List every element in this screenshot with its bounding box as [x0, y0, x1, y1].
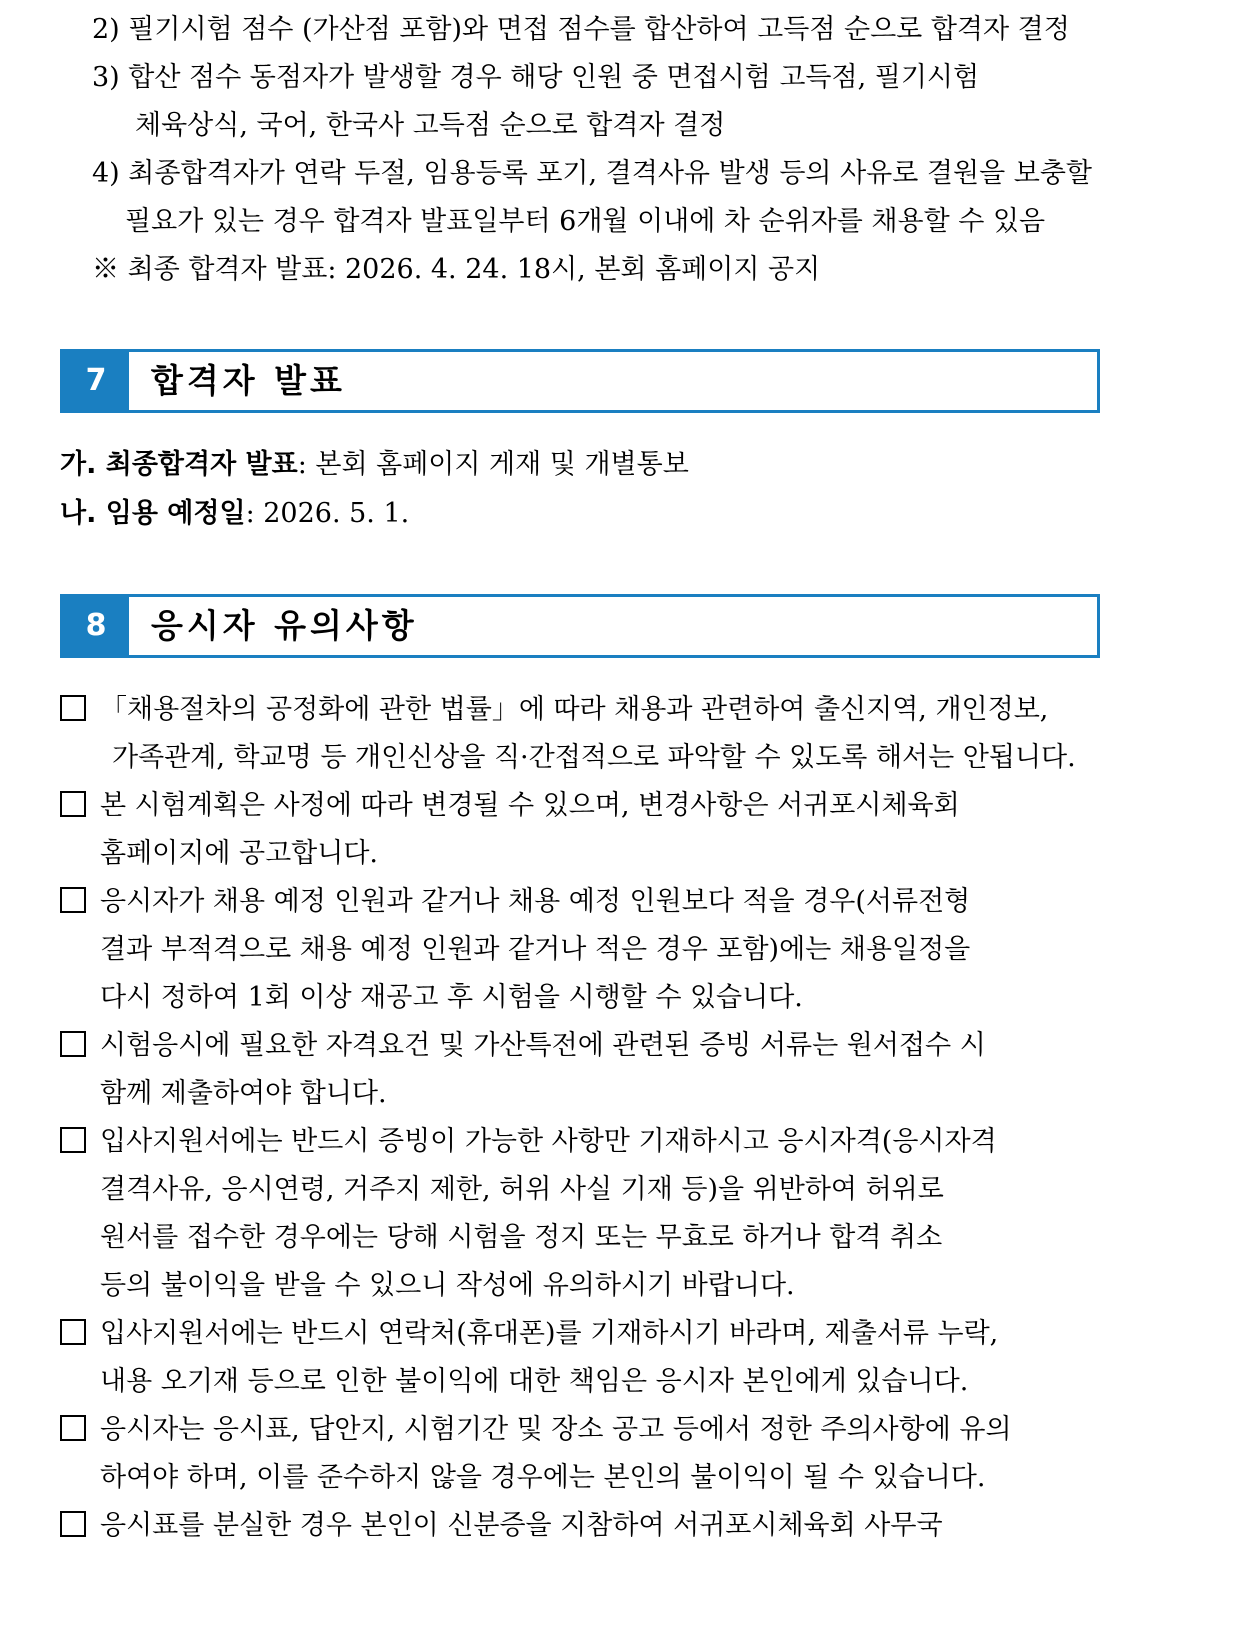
checkbox-icon	[60, 887, 86, 913]
notice-1-cont: 가족관계, 학교명 등 개인신상을 직·간접적으로 파악할 수 있도록 해서는 안됩니다.	[112, 742, 1076, 773]
section-number: 8	[63, 597, 129, 655]
notice-3: 응시자가 채용 예정 인원과 같거나 채용 예정 인원보다 적을 경우(서류전형	[60, 884, 970, 920]
checkbox-icon	[60, 695, 86, 721]
notice-3-cont-1: 결과 부적격으로 채용 예정 인원과 같거나 적은 경우 포함)에는 채용일정을	[100, 934, 971, 965]
item-label: 나. 임용 예정일	[60, 498, 246, 529]
criteria-item-4-cont: 필요가 있는 경우 합격자 발표일부터 6개월 이내에 차 순위자를 채용할 수 있음	[125, 206, 1046, 237]
checkbox-icon	[60, 1127, 86, 1153]
notice-2-cont: 홈페이지에 공고합니다.	[100, 838, 378, 869]
notice-4: 시험응시에 필요한 자격요건 및 가산특전에 관련된 증빙 서류는 원서접수 시	[60, 1028, 986, 1064]
section-title: 응시자 유의사항	[151, 606, 418, 645]
notice-7-cont: 하여야 하며, 이를 준수하지 않을 경우에는 본인의 불이익이 될 수 있습니다.	[100, 1462, 986, 1493]
checkbox-icon	[60, 1511, 86, 1537]
section-number: 7	[63, 352, 129, 410]
notice-3-cont-2: 다시 정하여 1회 이상 재공고 후 시험을 시행할 수 있습니다.	[100, 982, 803, 1013]
checkbox-icon	[60, 791, 86, 817]
checkbox-icon	[60, 1319, 86, 1345]
notice-6: 입사지원서에는 반드시 연락처(휴대폰)를 기재하시기 바라며, 제출서류 누락,	[60, 1316, 998, 1352]
section-7-item-a	[60, 447, 689, 483]
checkbox-icon	[60, 1415, 86, 1441]
item-value: : 본회 홈페이지 게재 및 개별통보	[297, 449, 689, 480]
criteria-item-3: 3) 합산 점수 동점자가 발생할 경우 해당 인원 중 면접시험 고득점, 필기시험	[92, 62, 980, 93]
section-8-header	[60, 594, 1100, 658]
checkbox-icon	[60, 1031, 86, 1057]
item-label: 가. 최종합격자 발표	[60, 449, 298, 480]
notice-8: 응시표를 분실한 경우 본인이 신분증을 지참하여 서귀포시체육회 사무국	[60, 1508, 943, 1544]
notice-5-cont-2: 원서를 접수한 경우에는 당해 시험을 정지 또는 무효로 하거나 합격 취소	[100, 1222, 943, 1253]
item-value: : 2026. 5. 1.	[245, 498, 410, 529]
notice-6-cont: 내용 오기재 등으로 인한 불이익에 대한 책임은 응시자 본인에게 있습니다.	[100, 1366, 969, 1397]
section-7-header	[60, 349, 1100, 413]
notice-2: 본 시험계획은 사정에 따라 변경될 수 있으며, 변경사항은 서귀포시체육회	[60, 788, 960, 824]
notice-5: 입사지원서에는 반드시 증빙이 가능한 사항만 기재하시고 응시자격(응시자격	[60, 1124, 997, 1160]
notice-5-cont-1: 결격사유, 응시연령, 거주지 제한, 허위 사실 기재 등)을 위반하여 허위로	[100, 1174, 944, 1205]
notice-4-cont: 함께 제출하여야 합니다.	[100, 1078, 387, 1109]
notice-7: 응시자는 응시표, 답안지, 시험기간 및 장소 공고 등에서 정한 주의사항에 유의	[60, 1412, 1012, 1448]
notice-1: 「채용절차의 공정화에 관한 법률」에 따라 채용과 관련하여 출신지역, 개인정보,	[60, 692, 1048, 728]
criteria-item-4: 4) 최종합격자가 연락 두절, 임용등록 포기, 결격사유 발생 등의 사유로 결원을 보충할	[92, 158, 1092, 189]
criteria-item-2: 2) 필기시험 점수 (가산점 포함)와 면접 점수를 합산하여 고득점 순으로 합격자 결정	[92, 14, 1070, 45]
section-7-item-b	[60, 496, 409, 532]
criteria-item-3-cont: 체육상식, 국어, 한국사 고득점 순으로 합격자 결정	[135, 110, 726, 141]
notice-5-cont-3: 등의 불이익을 받을 수 있으니 작성에 유의하시기 바랍니다.	[100, 1270, 795, 1301]
section-title: 합격자 발표	[151, 361, 346, 400]
final-announcement-note: ※ 최종 합격자 발표: 2026. 4. 24. 18시, 본회 홈페이지 공지	[92, 254, 821, 285]
